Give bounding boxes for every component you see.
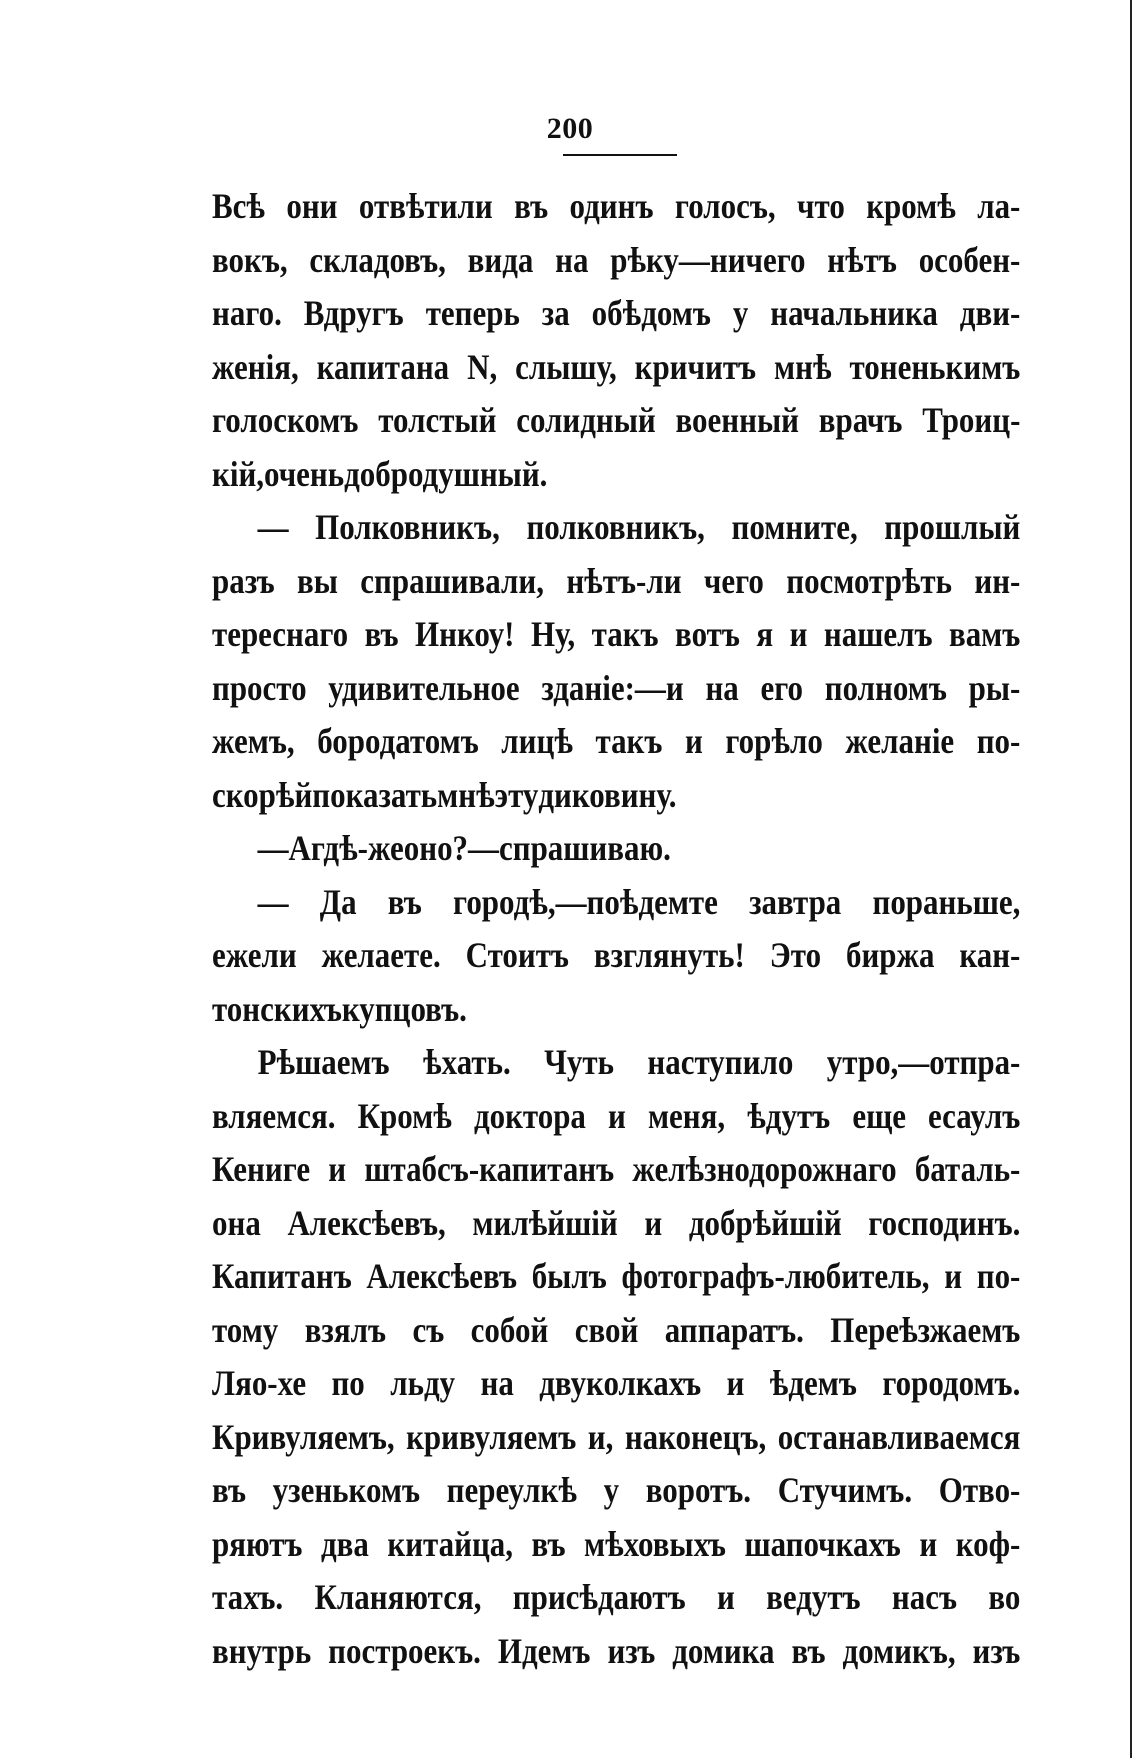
text-word: просто — [212, 667, 307, 708]
text-word: Рѣшаемъ — [257, 1042, 390, 1082]
text-line — [212, 822, 1020, 876]
text-word: добродушный. — [344, 453, 548, 494]
text-word: наго. — [212, 293, 282, 333]
text-word: еще — [852, 1095, 906, 1136]
text-word: отвѣтили — [358, 186, 493, 226]
text-word: вокъ, — [212, 239, 288, 280]
text-word: мнѣ — [437, 774, 495, 815]
text-word: насъ — [891, 1577, 958, 1617]
text-word: добрѣйшій — [688, 1202, 842, 1243]
text-line — [212, 715, 1020, 769]
text-word: и — [684, 721, 703, 761]
text-word: баталь- — [914, 1149, 1021, 1189]
text-word: и, — [587, 1416, 614, 1457]
text-word: разъ — [212, 560, 275, 601]
text-word: вамъ — [948, 614, 1021, 654]
text-word: спрашивали, — [360, 560, 544, 601]
text-word: за — [541, 293, 570, 333]
text-word: и — [919, 1523, 938, 1564]
text-word: двуколкахъ — [539, 1363, 702, 1403]
text-word: Стоитъ — [465, 935, 569, 975]
text-word: голоскомъ — [212, 400, 359, 440]
text-word: такъ — [591, 614, 659, 654]
text-word: ведутъ — [766, 1577, 861, 1617]
text-word: въ — [531, 1523, 566, 1564]
page-number: 200 — [546, 112, 594, 145]
text-word: желаніе — [845, 721, 955, 761]
text-word: Кромѣ — [357, 1095, 452, 1136]
text-word: полковникъ, — [526, 507, 705, 547]
text-word: Вдругъ — [303, 293, 404, 333]
text-word: и — [608, 1095, 626, 1136]
text-word: городѣ,—поѣдемте — [453, 881, 718, 922]
text-word: у — [732, 293, 749, 333]
text-word: въ — [791, 1630, 826, 1671]
text-line — [212, 1250, 1020, 1304]
text-word: я — [756, 614, 774, 654]
text-word: изъ — [607, 1630, 656, 1671]
text-word: городомъ. — [882, 1363, 1021, 1403]
text-word: прошлый — [884, 507, 1021, 547]
text-word: складовъ, — [309, 239, 446, 280]
text-word: чего — [703, 560, 764, 601]
text-word: собой — [470, 1309, 549, 1350]
text-word: наконецъ, — [624, 1416, 767, 1457]
text-line — [212, 608, 1020, 662]
text-word: обѣдомъ — [591, 293, 711, 333]
text-word: узенькомъ — [272, 1470, 421, 1510]
text-line — [212, 1571, 1020, 1625]
text-word: въ — [212, 1470, 247, 1510]
text-word: Алексѣевъ, — [287, 1202, 446, 1243]
text-word: купцовъ. — [341, 988, 467, 1029]
text-word: и — [328, 1149, 347, 1189]
text-word: доктора — [473, 1095, 586, 1136]
text-line — [212, 1625, 1020, 1679]
text-word: желаете. — [321, 935, 441, 975]
text-word: льду — [390, 1363, 456, 1403]
text-word: полномъ — [824, 667, 947, 708]
text-word: и — [944, 1256, 963, 1296]
text-word: ѣдутъ — [747, 1095, 831, 1136]
text-word: врачъ — [818, 400, 903, 440]
text-word: штабсъ-капитанъ — [364, 1149, 615, 1189]
text-word: помните, — [731, 507, 858, 547]
text-word: кій, — [212, 453, 265, 494]
text-word: тоненькимъ — [849, 346, 1021, 387]
text-word: и — [716, 1577, 735, 1617]
text-line — [212, 929, 1020, 983]
text-word: солидный — [516, 400, 656, 440]
text-word: теперь — [425, 293, 520, 333]
page-edge-line — [1130, 0, 1132, 1758]
text-word: шапочкахъ — [744, 1523, 901, 1564]
text-word: на — [480, 1363, 514, 1403]
text-word: Ляо-хе — [212, 1363, 307, 1403]
text-word: домикъ, — [842, 1630, 956, 1671]
text-word: тереснаго — [212, 614, 349, 654]
text-word: оно?—спрашиваю. — [403, 828, 671, 868]
text-line — [212, 555, 1020, 609]
text-word: Алексѣевъ — [366, 1256, 518, 1296]
text-word: горѣло — [725, 721, 823, 761]
text-line — [212, 1304, 1020, 1358]
text-word: кан- — [959, 935, 1021, 975]
text-word: Кениге — [212, 1149, 311, 1189]
text-word: есаулъ — [928, 1095, 1021, 1136]
text-word: у — [603, 1470, 620, 1510]
text-word: Да — [319, 881, 357, 922]
text-word: изъ — [972, 1630, 1021, 1671]
text-word: ряютъ — [212, 1523, 303, 1564]
text-word: гдѣ-же — [310, 828, 404, 868]
text-word: домика — [672, 1630, 775, 1671]
text-word: — — [257, 828, 289, 868]
text-word: завтра — [749, 881, 842, 922]
text-word: N, — [467, 346, 498, 387]
text-word: Капитанъ — [212, 1256, 352, 1296]
text-word: дви- — [959, 293, 1021, 333]
text-word: нашелъ — [823, 614, 933, 654]
text-word: капитана — [316, 346, 450, 387]
text-word: эту — [494, 774, 539, 815]
text-word: Полковникъ, — [315, 507, 500, 547]
text-word: и — [789, 614, 808, 654]
text-line — [212, 501, 1020, 555]
text-word: удивительное — [328, 667, 520, 708]
text-word: Это — [769, 935, 822, 975]
text-word: очень — [264, 453, 345, 494]
text-word: милѣйшій — [472, 1202, 618, 1243]
text-word: по — [331, 1363, 365, 1403]
text-word: одинъ — [569, 186, 654, 226]
text-word: вотъ — [675, 614, 740, 654]
text-word: съ — [412, 1309, 445, 1350]
text-word: на — [705, 667, 739, 708]
text-line — [212, 1357, 1020, 1411]
text-word: ѣхать. — [423, 1042, 511, 1082]
text-word: ежели — [212, 935, 297, 975]
text-word: нѣтъ — [827, 239, 897, 280]
text-word: — — [257, 507, 289, 547]
text-word: мѣховыхъ — [584, 1523, 726, 1564]
text-line — [212, 448, 1020, 502]
text-word: тому — [212, 1309, 279, 1350]
text-word: Ну, — [530, 614, 576, 654]
text-word: взялъ — [304, 1309, 387, 1350]
text-word: Всѣ — [212, 186, 265, 226]
text-word: и — [726, 1363, 745, 1403]
text-word: Идемъ — [497, 1630, 591, 1671]
text-word: такъ — [595, 721, 663, 761]
text-word: на — [555, 239, 589, 280]
text-word: вляемся. — [212, 1095, 336, 1136]
text-word: въ — [364, 614, 399, 654]
text-word: она — [212, 1202, 261, 1243]
text-word: А — [288, 828, 311, 868]
text-word: ла- — [977, 186, 1021, 226]
text-word: они — [286, 186, 338, 226]
text-word: фотографъ-любитель, — [621, 1256, 930, 1296]
text-word: два — [320, 1523, 369, 1564]
text-word: былъ — [531, 1256, 607, 1296]
text-word: ин- — [974, 560, 1021, 601]
text-word: ры- — [968, 667, 1021, 708]
page-number-rule — [563, 154, 677, 156]
text-line — [212, 983, 1020, 1037]
text-word: посмотрѣть — [786, 560, 953, 601]
text-word: ѣдемъ — [769, 1363, 857, 1403]
text-word: скорѣй — [212, 774, 313, 815]
text-line — [212, 1036, 1020, 1090]
text-word: присѣдаютъ — [512, 1577, 686, 1617]
text-word: вида — [467, 239, 534, 280]
text-word: Троиц- — [922, 400, 1021, 440]
text-word: въ — [514, 186, 549, 226]
text-line — [212, 1518, 1020, 1572]
text-word: Инкоу! — [415, 614, 515, 654]
text-word: утро,—отпра- — [826, 1042, 1021, 1082]
text-word: Чуть — [544, 1042, 614, 1082]
text-word: голосъ, — [674, 186, 776, 226]
text-word: Кланяются, — [314, 1577, 482, 1617]
text-line — [212, 180, 1020, 234]
text-word: воротъ. — [645, 1470, 752, 1510]
text-word: меня, — [647, 1095, 726, 1136]
text-word: — — [257, 881, 289, 922]
text-line — [212, 341, 1020, 395]
text-line — [212, 1143, 1020, 1197]
text-word: тахъ. — [212, 1577, 284, 1617]
text-word: пораньше, — [872, 881, 1021, 922]
text-word: что — [797, 186, 845, 226]
text-word: нѣтъ-ли — [566, 560, 682, 601]
text-word: въ — [387, 881, 422, 922]
text-word: и — [644, 1202, 663, 1243]
text-word: свой — [574, 1309, 639, 1350]
text-word: бородатомъ — [317, 721, 479, 761]
text-line — [212, 234, 1020, 288]
text-line — [212, 1197, 1020, 1251]
text-word: по- — [976, 721, 1021, 761]
text-word: военный — [675, 400, 799, 440]
text-word: жемъ, — [212, 721, 295, 761]
text-word: внутрь — [212, 1630, 312, 1671]
text-word: тонскихъ — [212, 988, 342, 1029]
text-word: толстый — [378, 400, 497, 440]
text-word: аппаратъ. — [664, 1309, 804, 1350]
text-word: Кривуляемъ, — [212, 1416, 395, 1457]
text-word: лицѣ — [501, 721, 573, 761]
text-word: Отво- — [938, 1470, 1021, 1510]
text-word: построекъ. — [328, 1630, 481, 1671]
text-word: останавливаемся — [777, 1416, 1021, 1457]
text-word: начальника — [770, 293, 938, 333]
text-word: во — [988, 1577, 1021, 1617]
text-word: Переѣзжаемъ — [830, 1309, 1021, 1350]
text-word: взглянуть! — [593, 935, 745, 975]
text-word: кромѣ — [866, 186, 956, 226]
text-word: коф- — [955, 1523, 1021, 1564]
text-word: вы — [297, 560, 338, 601]
text-word: его — [760, 667, 804, 708]
body-text — [212, 180, 1020, 1678]
text-word: показать — [312, 774, 438, 815]
text-word: китайца, — [387, 1523, 513, 1564]
text-line — [212, 1464, 1020, 1518]
text-word: рѣку—ничего — [610, 239, 806, 280]
text-line — [212, 1090, 1020, 1144]
text-word: слышу, — [515, 346, 617, 387]
text-word: наступило — [647, 1042, 794, 1082]
text-word: женія, — [212, 346, 299, 387]
text-word: переулкѣ — [446, 1470, 577, 1510]
text-word: зданіе:—и — [541, 667, 684, 708]
text-word: биржа — [845, 935, 935, 975]
text-line — [212, 662, 1020, 716]
text-line — [212, 394, 1020, 448]
text-word: мнѣ — [774, 346, 832, 387]
text-word: по- — [976, 1256, 1021, 1296]
text-line — [212, 287, 1020, 341]
text-line — [212, 1411, 1020, 1465]
text-word: кривуляемъ — [406, 1416, 577, 1457]
text-word: господинъ. — [868, 1202, 1021, 1243]
text-word: желѣзнодорожнаго — [632, 1149, 897, 1189]
text-word: Стучимъ. — [777, 1470, 913, 1510]
text-word: кричитъ — [634, 346, 757, 387]
text-word: диковину. — [538, 774, 677, 815]
text-line — [212, 769, 1020, 823]
text-word: особен- — [918, 239, 1021, 280]
text-line — [212, 876, 1020, 930]
